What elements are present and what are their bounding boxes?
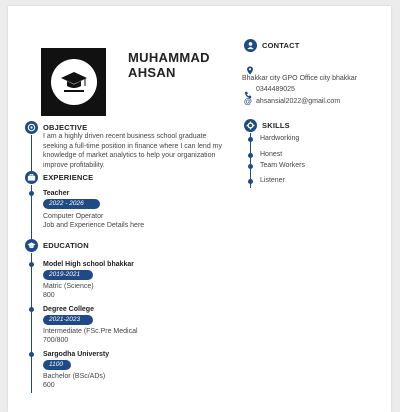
skill-item: Hardworking [260,135,300,142]
education-cap-icon [25,239,38,252]
skill-bullet [248,153,253,158]
graduation-cap-icon [51,59,97,105]
education-bullet [29,352,34,357]
objective-title: OBJECTIVE [43,123,88,132]
experience-org: Teacher [43,190,70,197]
objective-line: seeking a full-time position in finance where I can lend my [43,142,222,150]
education-degree: Matric (Science) [43,283,94,290]
objective-line: improve profitability. [43,161,105,169]
education-timeline [31,253,32,393]
education-bullet [29,262,34,267]
education-score: 800 [43,292,55,299]
skills-header [244,119,290,132]
education-school: Sargodha Universty [43,351,110,358]
name-line-2: AHSAN [128,65,176,80]
experience-dates: 2022 - 2026 [43,199,100,209]
skill-item: Listener [260,177,285,184]
profile-photo [41,48,106,116]
education-dates: 1100 [43,360,71,370]
objective-text [43,132,222,170]
experience-title: EXPERIENCE [43,173,94,182]
contact-email[interactable]: ahsansial2022@gmail.com [256,98,341,105]
education-score: 600 [43,382,55,389]
contact-address: Bhakkar city GPO Office city bhakkar [242,75,358,82]
education-school: Degree College [43,306,94,313]
experience-header [25,171,93,184]
contact-phone[interactable]: 0344489025 [256,86,295,93]
resume-page [8,6,391,412]
education-score: 700/800 [43,337,69,344]
experience-bullet [29,191,34,196]
education-bullet [29,307,34,312]
skill-item: Honest [260,151,283,158]
skills-title: SKILLS [262,121,290,130]
briefcase-icon [25,171,38,184]
objective-line: knowledge of market analytics to help your organization [43,152,216,159]
education-title: EDUCATION [43,241,89,250]
name-line-1: MUHAMMAD [128,50,210,65]
skill-item: Team Workers [260,162,305,169]
education-dates: 2019-2021 [43,270,93,280]
education-degree: Intermediate (FSc.Pre Medical [43,328,138,335]
education-school: Model High school bhakkar [43,261,135,268]
experience-detail: Job and Experience Details here [43,222,145,229]
skill-bullet [248,137,253,142]
education-header [25,239,89,252]
person-icon [244,39,257,52]
contact-title: CONTACT [262,41,300,50]
objective-timeline [31,135,32,171]
skill-bullet [248,179,253,184]
target-icon [25,121,38,134]
contact-header [244,39,300,52]
skill-bullet [248,164,253,169]
email-icon: @ [244,97,252,106]
gear-icon [244,119,257,132]
education-dates: 2021-2023 [43,315,93,325]
education-degree: Bachelor (BSc/ADs) [43,373,106,380]
experience-role: Computer Operator [43,213,104,220]
full-name [128,50,210,80]
objective-line: I am a highly driven recent business school graduate [43,133,207,140]
